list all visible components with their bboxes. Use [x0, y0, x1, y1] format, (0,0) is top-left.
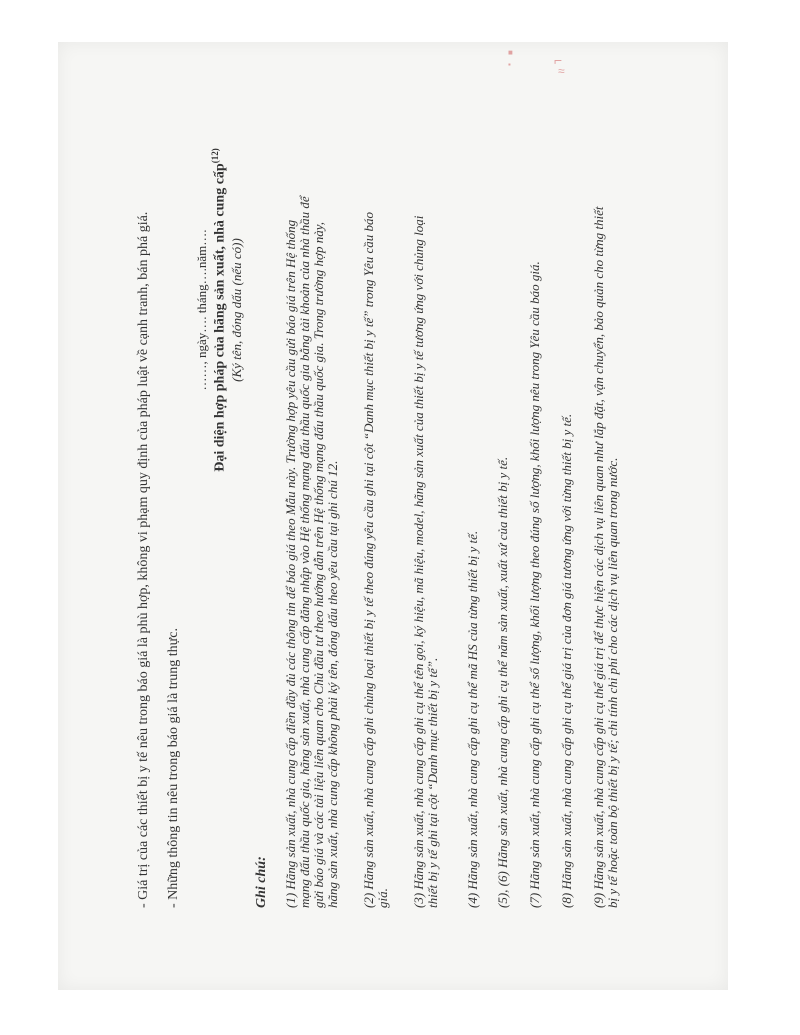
bullet-truthful-info: - Những thông tin nêu trong báo giá là trung thực.: [166, 628, 181, 908]
note-7: (7) Hãng sản xuất, nhà cung cấp ghi cụ thể số lượng, khối lượng theo đúng số lượng, khối lượng nêu trong Yêu cầu báo giá.: [527, 261, 542, 908]
notes-heading: Ghi chú:: [254, 856, 269, 908]
note-3: (3) Hãng sản xuất, nhà cung cấp ghi cụ thể tên gọi, ký hiệu, mã hiệu, model, hãng sản xuất của thiết bị y tế tương ứng với chủng loại thiết bị y tế ghi tại cột “Danh mục thiết bị y tế”.: [411, 215, 440, 908]
document-page: [58, 42, 728, 990]
signature-date-line: ……, ngày…. tháng….năm….: [194, 229, 209, 391]
signature-title: Đại diện hợp pháp của hãng sản xuất, nhà cung cấp$^{(12)}$: [210, 148, 228, 472]
signature-title-footnote: (12): [210, 148, 220, 164]
note-2: (2) Hãng sản xuất, nhà cung cấp ghi chủng loại thiết bị y tế theo đúng yêu cầu ghi tại cột “Danh mục thiết bị y tế” trong Yêu cầu báo giá.: [361, 212, 390, 908]
signature-block: [194, 100, 245, 520]
signature-subtitle: (Ký tên, đóng dấu (nếu có)): [228, 238, 244, 382]
bullet-price-compliance: - Giá trị của các thiết bị y tế nêu trong báo giá là phù hợp, không vi phạm quy định của pháp luật về cạnh tranh, bán phá giá.: [136, 211, 151, 908]
note-8: (8) Hãng sản xuất, nhà cung cấp ghi cụ thể giá trị của đơn giá tương ứng với từng thiết bị y tế.: [559, 413, 574, 908]
note-1: (1) Hãng sản xuất, nhà cung cấp điền đầy đủ các thông tin để báo giá theo Mẫu này. Trường hợp yêu cầu gửi báo giá trên Hệ thống mạng đấu thầu quốc gia, hãng sản xuất, nhà cung cấp đăng nhập vào Hệ thống mạng đấu thầu quốc gia bằng tài khoản của nhà thầu để gửi báo giá và các tài liệu liên quan cho Chủ đầu tư theo hướng dẫn trên Hệ thống mạng đấu thầu quốc gia. Trong trường hợp này, hãng sản xuất, nhà cung cấp không phải ký tên, đóng dấu theo yêu cầu tại ghi chú 12.: [283, 196, 340, 908]
note-5-6: (5), (6) Hãng sản xuất, nhà cung cấp ghi cụ thể năm sản xuất, xuất xứ của thiết bị y tế.: [495, 456, 510, 908]
note-4: (4) Hãng sản xuất, nhà cung cấp ghi cụ thể mã HS của từng thiết bị y tế.: [465, 530, 480, 908]
red-stamp-mark: ■ ▪ ⌐ ≈: [508, 48, 565, 78]
rotated-content: [58, 42, 728, 990]
note-9: (9) Hãng sản xuất, nhà cung cấp ghi cụ thể giá trị để thực hiện các dịch vụ liên quan như lắp đặt, vận chuyển, bảo quản cho từng thiết bị y tế hoặc toàn bộ thiết bị y tế; chi tính chi phí cho các dịch vụ liên quan trong nước.: [591, 206, 620, 908]
